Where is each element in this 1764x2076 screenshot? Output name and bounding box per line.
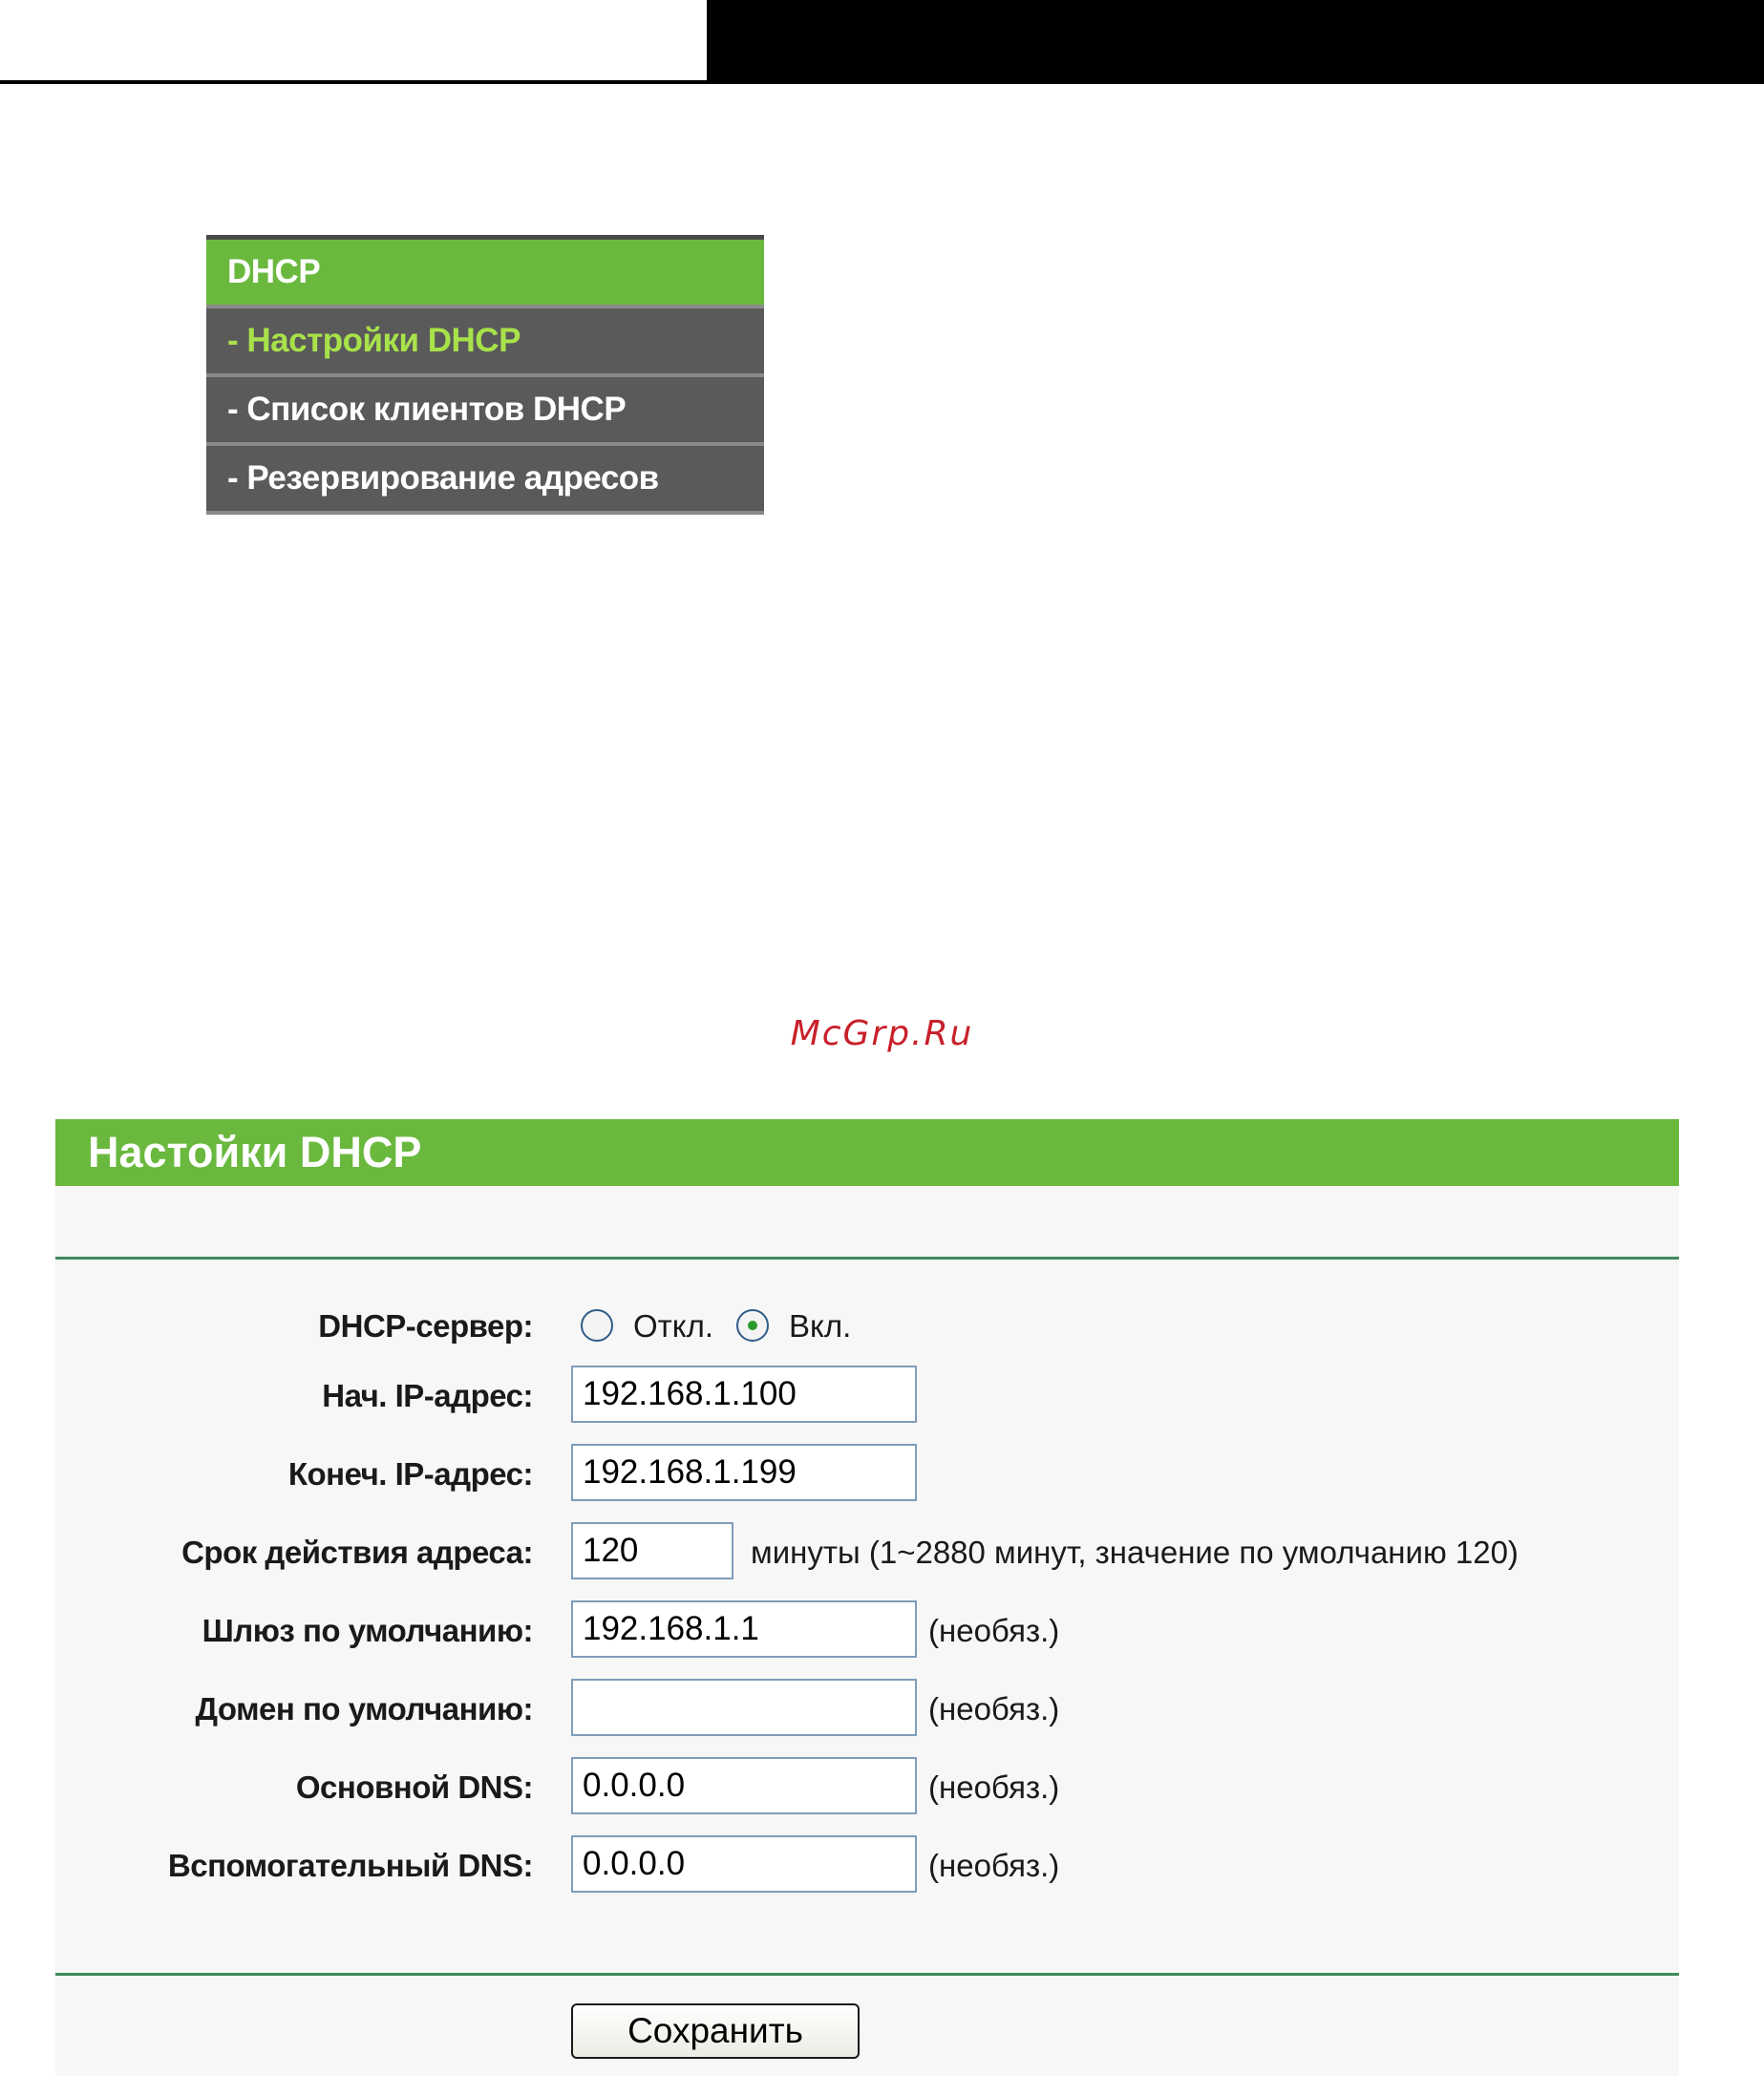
radio-on-label[interactable]: Вкл.: [789, 1308, 852, 1344]
radio-off[interactable]: [581, 1309, 613, 1342]
menu-item-address-reservation[interactable]: - Резервирование адресов: [206, 446, 764, 515]
row-dhcp-server: [55, 1296, 1679, 1357]
row-secondary-dns: [55, 1835, 1679, 1896]
domain-hint: (необяз.): [928, 1691, 1060, 1726]
primary-dns-hint: (необяз.): [928, 1769, 1060, 1805]
lease-time-hint: минуты (1~2880 минут, значение по умолчанию 120): [751, 1535, 1519, 1570]
lease-time-label: Срок действия адреса:: [181, 1535, 533, 1570]
secondary-dns-label: Вспомогательный DNS:: [167, 1848, 533, 1883]
gateway-hint: (необяз.): [928, 1613, 1060, 1648]
divider-bottom: [55, 1973, 1679, 1976]
row-lease-time: [55, 1522, 1679, 1583]
row-save: [55, 2003, 1679, 2065]
watermark: McGrp.Ru: [790, 1014, 974, 1053]
header-bar: [707, 0, 1764, 84]
start-ip-input[interactable]: [571, 1366, 917, 1423]
radio-off-label[interactable]: Откл.: [633, 1308, 714, 1344]
radio-on[interactable]: [736, 1309, 769, 1342]
dhcp-menu: [206, 235, 764, 515]
row-start-ip: [55, 1366, 1679, 1427]
panel-title: Настойки DHCP: [55, 1119, 1679, 1186]
gateway-label: Шлюз по умолчанию:: [202, 1613, 533, 1648]
dhcp-settings-panel: [55, 1119, 1679, 2076]
radio-selected-dot: [748, 1321, 757, 1330]
primary-dns-label: Основной DNS:: [295, 1769, 533, 1805]
primary-dns-input[interactable]: [571, 1757, 917, 1814]
divider-top: [55, 1257, 1679, 1260]
start-ip-label: Нач. IP-адрес:: [322, 1378, 533, 1413]
domain-label: Домен по умолчанию:: [195, 1691, 533, 1726]
row-gateway: [55, 1600, 1679, 1662]
menu-item-dhcp-clients[interactable]: - Список клиентов DHCP: [206, 377, 764, 446]
dhcp-server-label: DHCP-сервер:: [318, 1308, 533, 1344]
end-ip-input[interactable]: [571, 1444, 917, 1501]
menu-header-dhcp[interactable]: DHCP: [206, 240, 764, 308]
secondary-dns-input[interactable]: [571, 1835, 917, 1893]
menu-item-dhcp-settings[interactable]: - Настройки DHCP: [206, 308, 764, 377]
save-button[interactable]: Сохранить: [571, 2003, 860, 2059]
gateway-input[interactable]: [571, 1600, 917, 1658]
lease-time-input[interactable]: [571, 1522, 733, 1579]
domain-input[interactable]: [571, 1679, 917, 1736]
header-rule: [0, 80, 1764, 84]
secondary-dns-hint: (необяз.): [928, 1848, 1060, 1883]
row-domain: [55, 1679, 1679, 1740]
row-primary-dns: [55, 1757, 1679, 1818]
end-ip-label: Конеч. IP-адрес:: [287, 1456, 533, 1492]
row-end-ip: [55, 1444, 1679, 1505]
